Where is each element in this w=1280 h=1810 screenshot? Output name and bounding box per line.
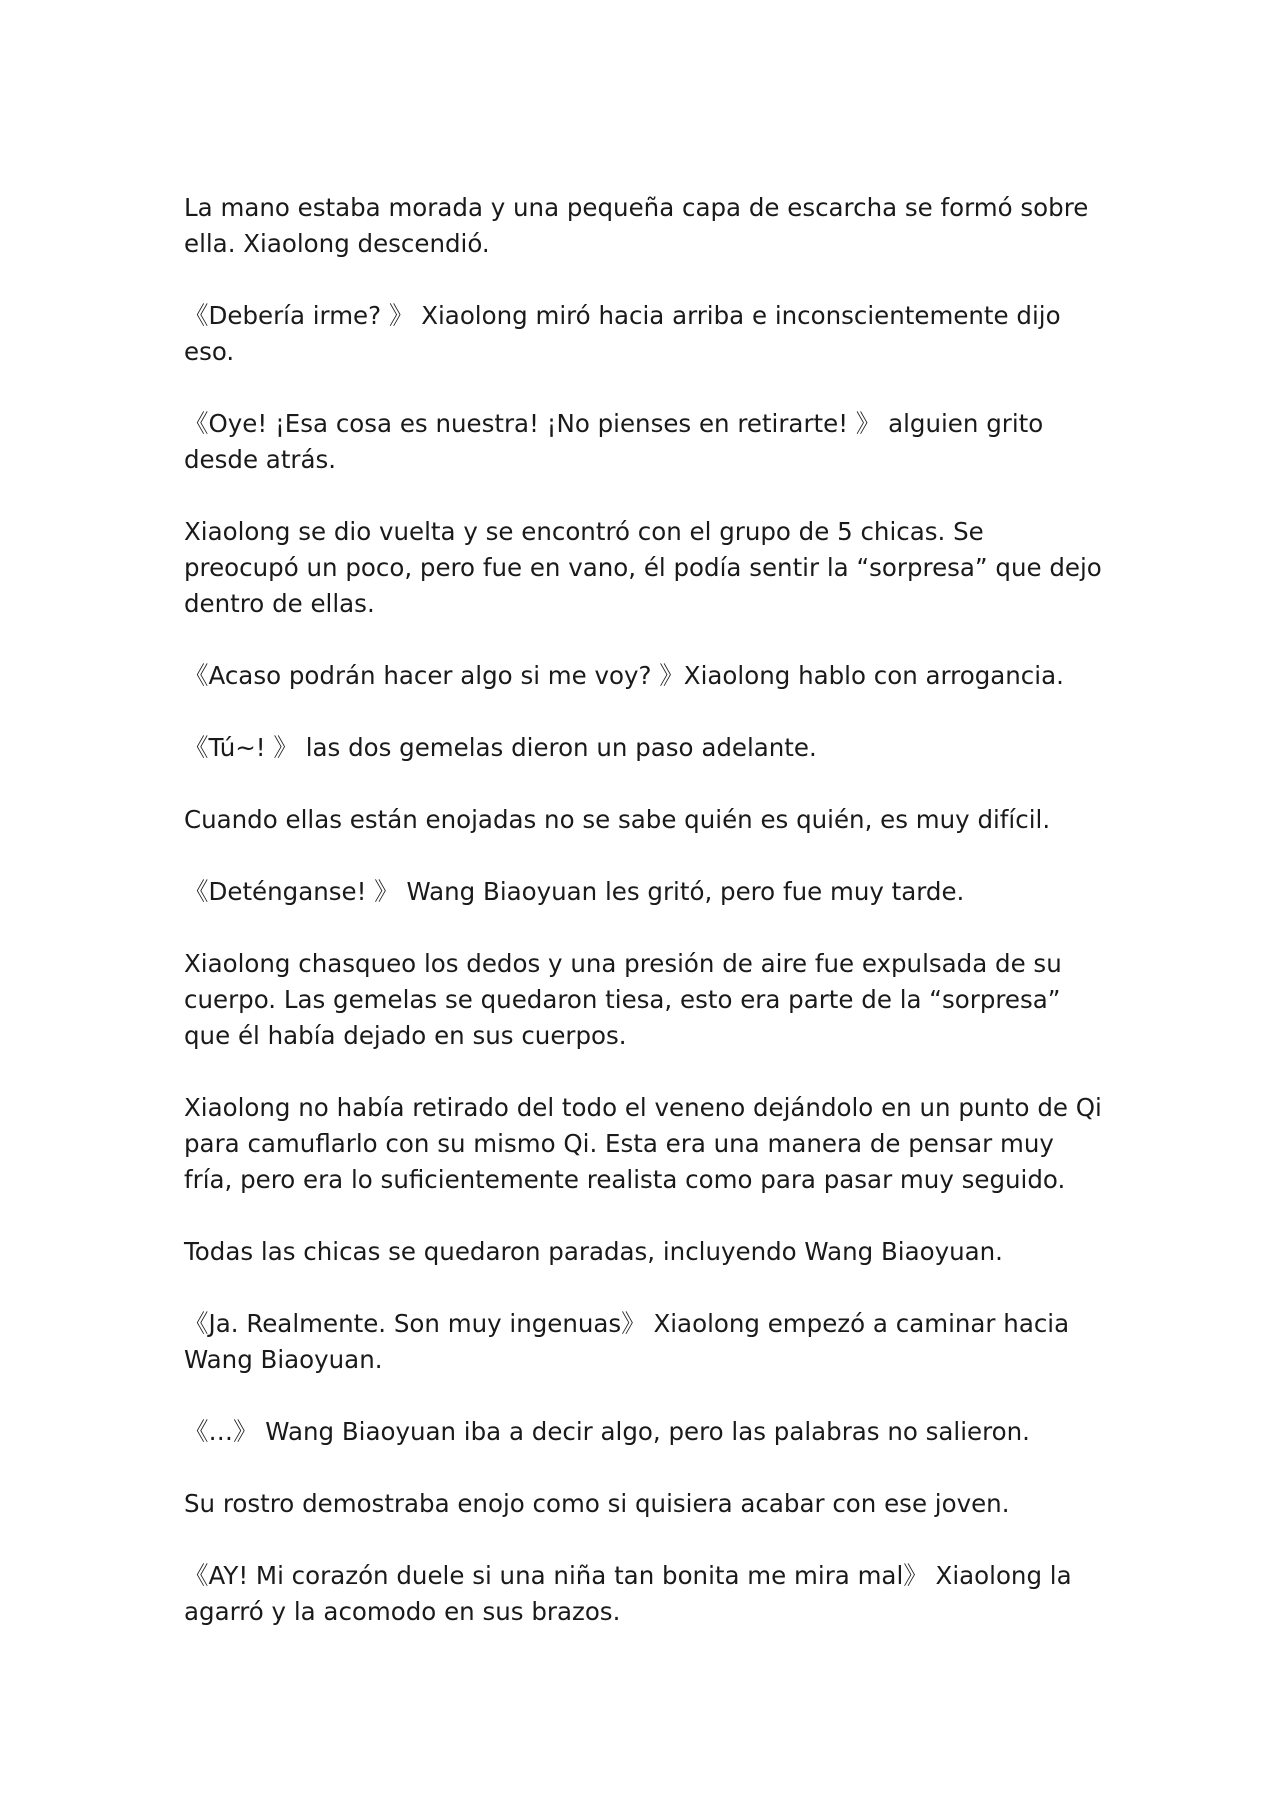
paragraph-15: 《AY! Mi corazón duele si una niña tan bonita me mira mal》 Xiaolong la agarró y la acomodo en sus brazos. xyxy=(184,1561,1072,1626)
paragraph-14: Su rostro demostraba enojo como si quisiera acabar con ese joven. xyxy=(184,1489,1010,1518)
document-body xyxy=(184,190,1104,1666)
paragraph-12: 《Ja. Realmente. Son muy ingenuas》 Xiaolong empezó a caminar hacia Wang Biaoyuan. xyxy=(184,1309,1070,1374)
paragraph-9: Xiaolong chasqueo los dedos y una presión de aire fue expulsada de su cuerpo. Las gemelas se quedaron tiesa, esto era parte de la “sorpresa” que él había dejado en sus cuerpos. xyxy=(184,949,1062,1050)
paragraph-1: La mano estaba morada y una pequeña capa de escarcha se formó sobre ella. Xiaolong descendió. xyxy=(184,193,1089,258)
paragraph-6: 《Tú~! 》 las dos gemelas dieron un paso adelante. xyxy=(184,733,817,762)
paragraph-5: 《Acaso podrán hacer algo si me voy? 》Xiaolong hablo con arrogancia. xyxy=(184,661,1064,690)
paragraph-8: 《Deténganse! 》 Wang Biaoyuan les gritó, pero fue muy tarde. xyxy=(184,877,965,906)
paragraph-13: 《…》 Wang Biaoyuan iba a decir algo, pero las palabras no salieron. xyxy=(184,1417,1030,1446)
paragraph-11: Todas las chicas se quedaron paradas, incluyendo Wang Biaoyuan. xyxy=(184,1237,1003,1266)
paragraph-4: Xiaolong se dio vuelta y se encontró con el grupo de 5 chicas. Se preocupó un poco, pero fue en vano, él podía sentir la “sorpresa” que dejo dentro de ellas. xyxy=(184,517,1102,618)
paragraph-3: 《Oye! ¡Esa cosa es nuestra! ¡No pienses en retirarte! 》 alguien grito desde atrás. xyxy=(184,409,1044,474)
paragraph-2: 《Debería irme? 》 Xiaolong miró hacia arriba e inconscientemente dijo eso. xyxy=(184,301,1061,366)
paragraph-7: Cuando ellas están enojadas no se sabe quién es quién, es muy difícil. xyxy=(184,805,1051,834)
paragraph-10: Xiaolong no había retirado del todo el veneno dejándolo en un punto de Qi para camuflarlo con su mismo Qi. Esta era una manera de pensar muy fría, pero era lo suficientemente realista como para pasar muy seguido. xyxy=(184,1093,1102,1194)
